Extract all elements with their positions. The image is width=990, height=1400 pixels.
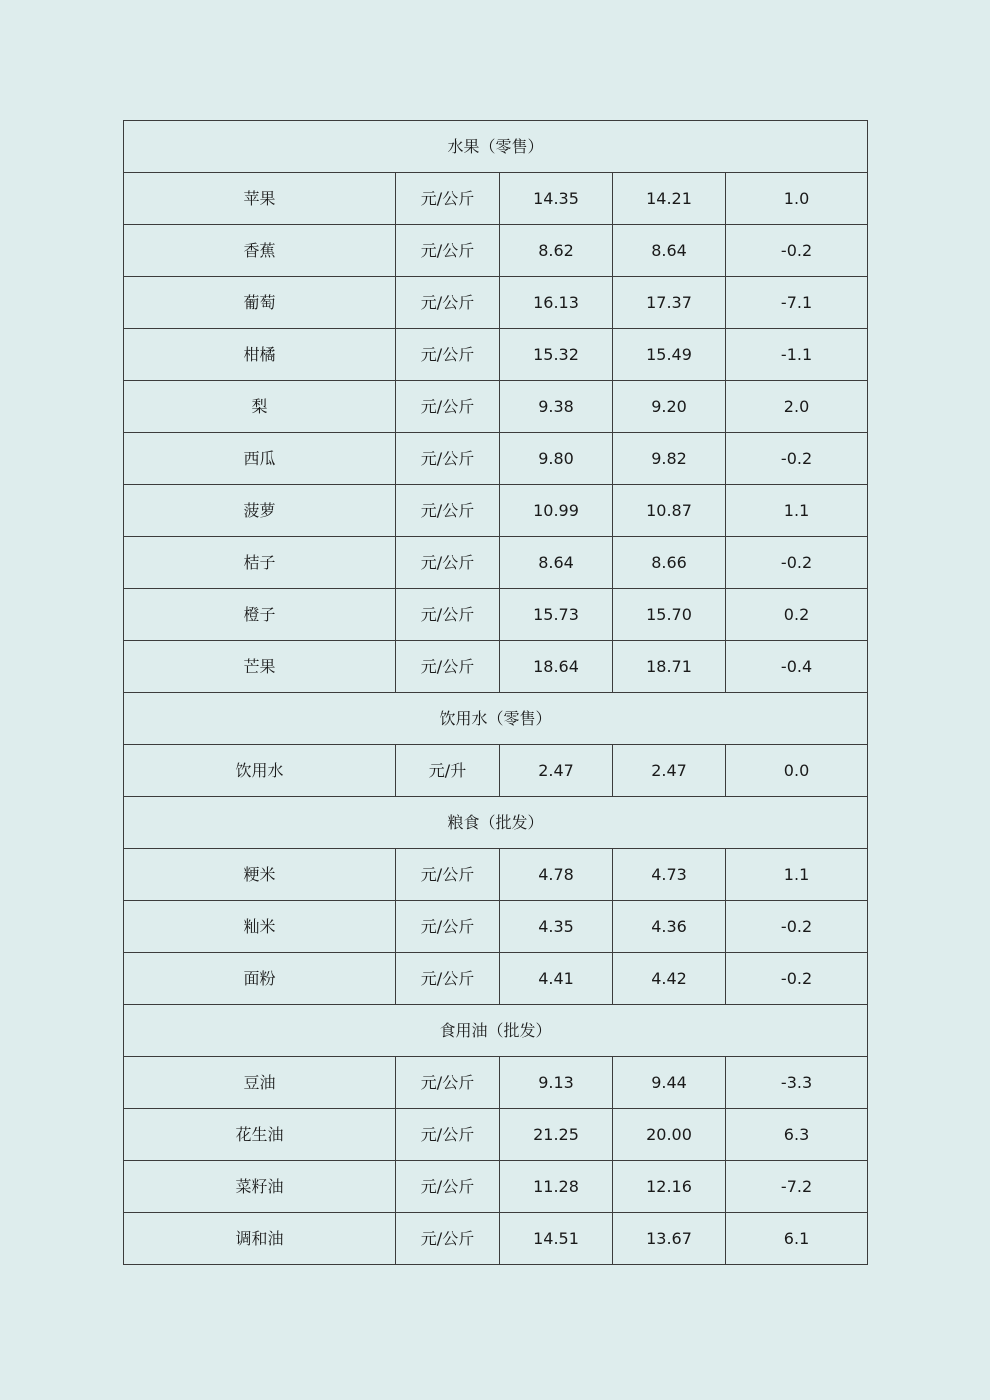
unit-cell: 元/公斤	[396, 277, 500, 329]
unit-cell: 元/公斤	[396, 1109, 500, 1161]
current-price-cell: 18.64	[500, 641, 613, 693]
table-row	[124, 485, 868, 537]
item-name-cell: 面粉	[124, 953, 396, 1005]
table-row	[124, 381, 868, 433]
item-name-cell: 花生油	[124, 1109, 396, 1161]
change-percent-cell: -0.2	[726, 225, 868, 277]
unit-cell: 元/公斤	[396, 225, 500, 277]
change-percent-cell: 6.1	[726, 1213, 868, 1265]
unit-cell: 元/公斤	[396, 1161, 500, 1213]
unit-cell: 元/公斤	[396, 641, 500, 693]
unit-cell: 元/公斤	[396, 849, 500, 901]
previous-price-cell: 12.16	[613, 1161, 726, 1213]
item-name-cell: 芒果	[124, 641, 396, 693]
section-header-row	[124, 121, 868, 173]
previous-price-cell: 8.64	[613, 225, 726, 277]
unit-cell: 元/公斤	[396, 173, 500, 225]
table-row	[124, 537, 868, 589]
unit-cell: 元/升	[396, 745, 500, 797]
previous-price-cell: 8.66	[613, 537, 726, 589]
change-percent-cell: 0.0	[726, 745, 868, 797]
section-header-row	[124, 797, 868, 849]
change-percent-cell: -1.1	[726, 329, 868, 381]
previous-price-cell: 4.42	[613, 953, 726, 1005]
unit-cell: 元/公斤	[396, 537, 500, 589]
change-percent-cell: -3.3	[726, 1057, 868, 1109]
change-percent-cell: 6.3	[726, 1109, 868, 1161]
current-price-cell: 21.25	[500, 1109, 613, 1161]
current-price-cell: 9.80	[500, 433, 613, 485]
current-price-cell: 9.38	[500, 381, 613, 433]
table-row	[124, 173, 868, 225]
table-row	[124, 277, 868, 329]
change-percent-cell: -0.2	[726, 433, 868, 485]
change-percent-cell: -7.2	[726, 1161, 868, 1213]
current-price-cell: 2.47	[500, 745, 613, 797]
item-name-cell: 柑橘	[124, 329, 396, 381]
unit-cell: 元/公斤	[396, 485, 500, 537]
table-row	[124, 1161, 868, 1213]
previous-price-cell: 10.87	[613, 485, 726, 537]
section-title: 粮食（批发）	[124, 797, 868, 849]
unit-cell: 元/公斤	[396, 329, 500, 381]
unit-cell: 元/公斤	[396, 1213, 500, 1265]
table-row	[124, 849, 868, 901]
change-percent-cell: 1.1	[726, 849, 868, 901]
previous-price-cell: 17.37	[613, 277, 726, 329]
item-name-cell: 菠萝	[124, 485, 396, 537]
unit-cell: 元/公斤	[396, 433, 500, 485]
previous-price-cell: 20.00	[613, 1109, 726, 1161]
change-percent-cell: 1.1	[726, 485, 868, 537]
item-name-cell: 桔子	[124, 537, 396, 589]
previous-price-cell: 4.36	[613, 901, 726, 953]
item-name-cell: 调和油	[124, 1213, 396, 1265]
table-row	[124, 433, 868, 485]
price-table	[123, 120, 868, 1265]
previous-price-cell: 4.73	[613, 849, 726, 901]
current-price-cell: 14.35	[500, 173, 613, 225]
table-row	[124, 901, 868, 953]
item-name-cell: 梨	[124, 381, 396, 433]
item-name-cell: 饮用水	[124, 745, 396, 797]
section-title: 食用油（批发）	[124, 1005, 868, 1057]
item-name-cell: 菜籽油	[124, 1161, 396, 1213]
previous-price-cell: 2.47	[613, 745, 726, 797]
table-row	[124, 225, 868, 277]
unit-cell: 元/公斤	[396, 589, 500, 641]
current-price-cell: 4.78	[500, 849, 613, 901]
unit-cell: 元/公斤	[396, 901, 500, 953]
current-price-cell: 11.28	[500, 1161, 613, 1213]
change-percent-cell: -7.1	[726, 277, 868, 329]
change-percent-cell: -0.2	[726, 901, 868, 953]
unit-cell: 元/公斤	[396, 1057, 500, 1109]
price-table-body	[124, 121, 868, 1265]
table-row	[124, 1213, 868, 1265]
previous-price-cell: 15.49	[613, 329, 726, 381]
previous-price-cell: 18.71	[613, 641, 726, 693]
previous-price-cell: 14.21	[613, 173, 726, 225]
previous-price-cell: 9.82	[613, 433, 726, 485]
previous-price-cell: 13.67	[613, 1213, 726, 1265]
item-name-cell: 苹果	[124, 173, 396, 225]
item-name-cell: 橙子	[124, 589, 396, 641]
table-row	[124, 1109, 868, 1161]
change-percent-cell: 0.2	[726, 589, 868, 641]
section-header-row	[124, 1005, 868, 1057]
previous-price-cell: 9.44	[613, 1057, 726, 1109]
current-price-cell: 8.64	[500, 537, 613, 589]
item-name-cell: 粳米	[124, 849, 396, 901]
section-title: 水果（零售）	[124, 121, 868, 173]
current-price-cell: 4.35	[500, 901, 613, 953]
current-price-cell: 8.62	[500, 225, 613, 277]
unit-cell: 元/公斤	[396, 953, 500, 1005]
item-name-cell: 香蕉	[124, 225, 396, 277]
current-price-cell: 16.13	[500, 277, 613, 329]
current-price-cell: 4.41	[500, 953, 613, 1005]
current-price-cell: 9.13	[500, 1057, 613, 1109]
table-row	[124, 745, 868, 797]
item-name-cell: 籼米	[124, 901, 396, 953]
change-percent-cell: -0.4	[726, 641, 868, 693]
current-price-cell: 10.99	[500, 485, 613, 537]
table-row	[124, 589, 868, 641]
change-percent-cell: 2.0	[726, 381, 868, 433]
current-price-cell: 15.73	[500, 589, 613, 641]
table-row	[124, 641, 868, 693]
table-row	[124, 1057, 868, 1109]
change-percent-cell: -0.2	[726, 537, 868, 589]
section-title: 饮用水（零售）	[124, 693, 868, 745]
change-percent-cell: 1.0	[726, 173, 868, 225]
item-name-cell: 葡萄	[124, 277, 396, 329]
table-row	[124, 953, 868, 1005]
current-price-cell: 15.32	[500, 329, 613, 381]
current-price-cell: 14.51	[500, 1213, 613, 1265]
unit-cell: 元/公斤	[396, 381, 500, 433]
previous-price-cell: 9.20	[613, 381, 726, 433]
previous-price-cell: 15.70	[613, 589, 726, 641]
change-percent-cell: -0.2	[726, 953, 868, 1005]
item-name-cell: 豆油	[124, 1057, 396, 1109]
item-name-cell: 西瓜	[124, 433, 396, 485]
section-header-row	[124, 693, 868, 745]
table-row	[124, 329, 868, 381]
